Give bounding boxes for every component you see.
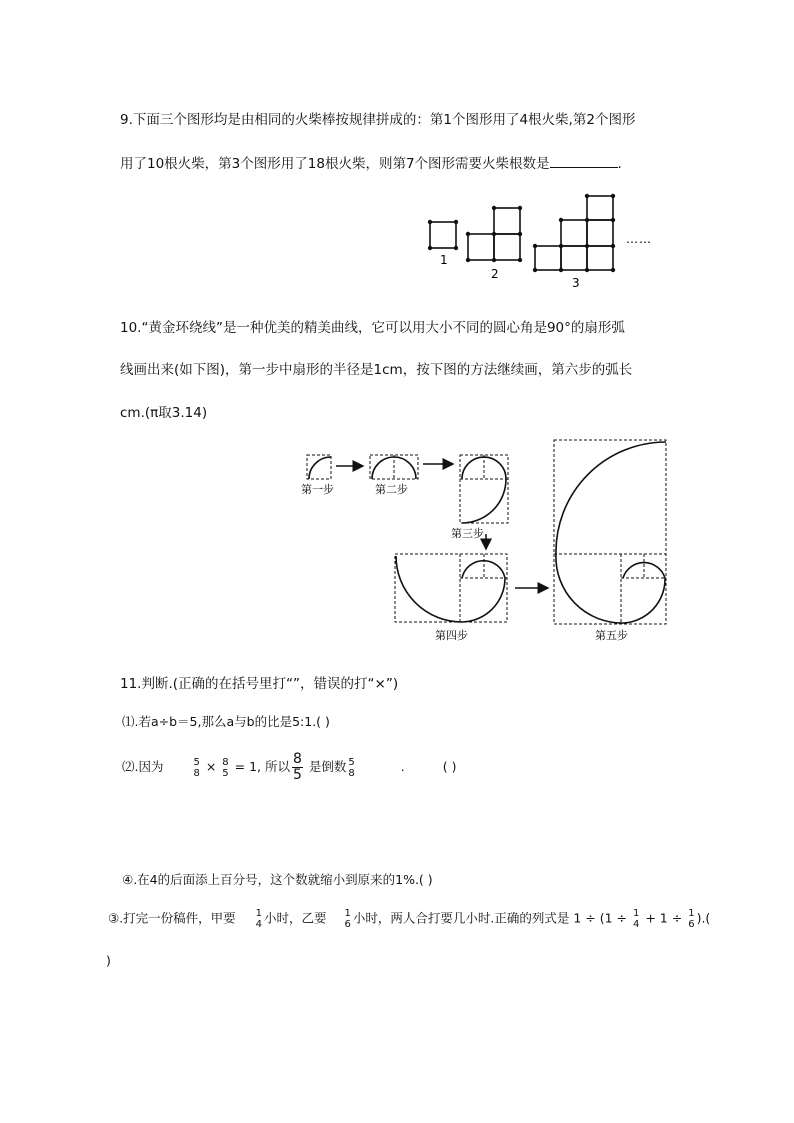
figure1-square (430, 222, 456, 248)
item3-fraction-1-6: 1 6 (344, 908, 351, 930)
item3-fraction-expr-1-6: 1 6 (688, 908, 695, 930)
item3-expr1: 1 ÷ (1 ÷ (573, 910, 628, 926)
item2-mid: 是倒数 (308, 759, 347, 774)
q9-line2-end: . (617, 156, 622, 172)
item3-fraction-1-4: 1 4 (255, 908, 263, 930)
item2-fraction-small-5-8: 5 8 (348, 756, 355, 779)
q11-title: 11.判断.(正确的在括号里打“”，错误的打“×”) (120, 676, 399, 692)
golden-spiral-figure (295, 436, 675, 648)
figure3-label: 3 (572, 276, 580, 290)
q10-text-line2: 线画出来(如下图)，第一步中扇形的半径是1cm，按下图的方法继续画，第六步的弧长 (120, 362, 633, 378)
item3-expr2: + 1 ÷ (645, 910, 683, 926)
q11-item4: ④.在4的后面添上百分号，这个数就缩小到原来的1%.( ) (122, 872, 433, 887)
q11-item2 (122, 752, 456, 783)
item2-paren[interactable]: ( ) (442, 759, 457, 774)
item3-c: 小时，两人合打要几小时.正确的列式是 (352, 910, 570, 926)
figure1-label: 1 (440, 253, 448, 267)
item2-times: × (205, 759, 217, 774)
item2-prefix: ⑵.因为 (122, 759, 164, 774)
item3-b: 小时，乙要 (264, 910, 327, 926)
item2-end: . (400, 759, 405, 774)
matchstick-figures (420, 186, 680, 294)
figures-ellipsis: …… (626, 232, 652, 246)
q9-text-line1: 9.下面三个图形均是由相同的火柴棒按规律拼成的：第1个图形用了4根火柴,第2个图形 (120, 112, 636, 128)
item3-expr3: ).( (696, 910, 711, 926)
item3-a: ③.打完一份稿件，甲要 (108, 910, 236, 926)
q10-text-line3: cm.(π取3.14) (120, 405, 208, 421)
item2-fraction-8-5: 8 5 (222, 756, 229, 779)
figure3-squares (535, 196, 613, 270)
step4-label: 第四步 (435, 629, 468, 642)
item2-fraction-big-8-5: $\frac{8}{5}$ (293, 751, 302, 783)
step3-label: 第三步 (451, 527, 484, 540)
figure2-label: 2 (491, 267, 499, 281)
q9-text-line2 (120, 152, 622, 172)
step1-label: 第一步 (301, 483, 334, 496)
q10-text-line1: 10.“黄金环绕线”是一种优美的精美曲线，它可以用大小不同的圆心角是90°的扇形弧 (120, 320, 625, 336)
item2-equals: = 1, 所以 (234, 759, 290, 774)
item3-fraction-expr-1-4: 1 4 (633, 908, 640, 930)
q11-item1: ⑴.若a÷b＝5,那么a与b的比是5:1.( ) (122, 714, 330, 729)
q11-item3 (108, 908, 710, 930)
q9-answer-blank[interactable] (550, 155, 618, 168)
item2-fraction-5-8: 5 8 (193, 756, 200, 779)
item3-close-paren[interactable]: ) (106, 953, 111, 968)
step5-label: 第五步 (595, 629, 628, 642)
step2-label: 第二步 (375, 483, 408, 496)
q9-line2-text: 用了10根火柴，第3个图形用了18根火柴，则第7个图形需要火柴根数是 (120, 156, 550, 172)
